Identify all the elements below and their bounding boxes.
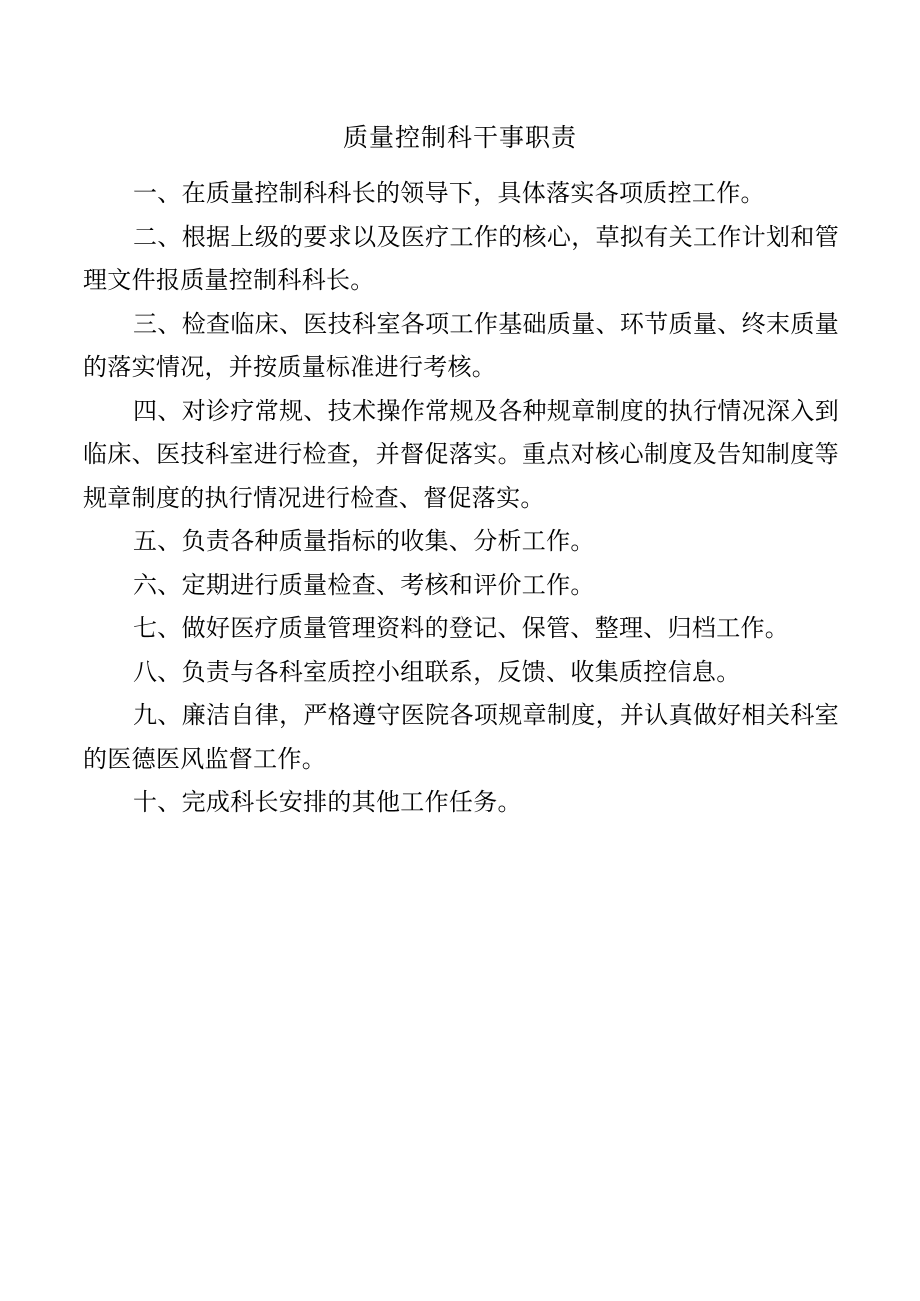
duty-item-3: 三、检查临床、医技科室各项工作基础质量、环节质量、终末质量的落实情况，并按质量标准进行考核。: [83, 309, 839, 381]
duty-item-8: 八、负责与各科室质控小组联系，反馈、收集质控信息。: [133, 657, 741, 686]
duty-item-7: 七、做好医疗质量管理资料的登记、保管、整理、归档工作。: [133, 614, 790, 642]
duty-item-1: 一、在质量控制科科长的领导下，具体落实各项质控工作。: [133, 179, 765, 207]
duty-item-6: 六、定期进行质量检查、考核和评价工作。: [133, 570, 595, 599]
duty-item-4: 四、对诊疗常规、技术操作常规及各种规章制度的执行情况深入到临床、医技科室进行检查，并督促落实。重点对核心制度及告知制度等规章制度的执行情况进行检查、督促落实。: [83, 396, 839, 512]
document-body: [83, 172, 839, 825]
duty-item-9: 九、廉洁自律，严格遵守医院各项规章制度，并认真做好相关科室的医德医风监督工作。: [83, 701, 839, 773]
document-title: 质量控制科干事职责: [342, 123, 577, 152]
duty-item-10: 十、完成科长安排的其他工作任务。: [133, 788, 522, 816]
duty-item-5: 五、负责各种质量指标的收集、分析工作。: [133, 527, 595, 555]
duty-item-2: 二、根据上级的要求以及医疗工作的核心，草拟有关工作计划和管理文件报质量控制科科长。: [83, 222, 839, 294]
